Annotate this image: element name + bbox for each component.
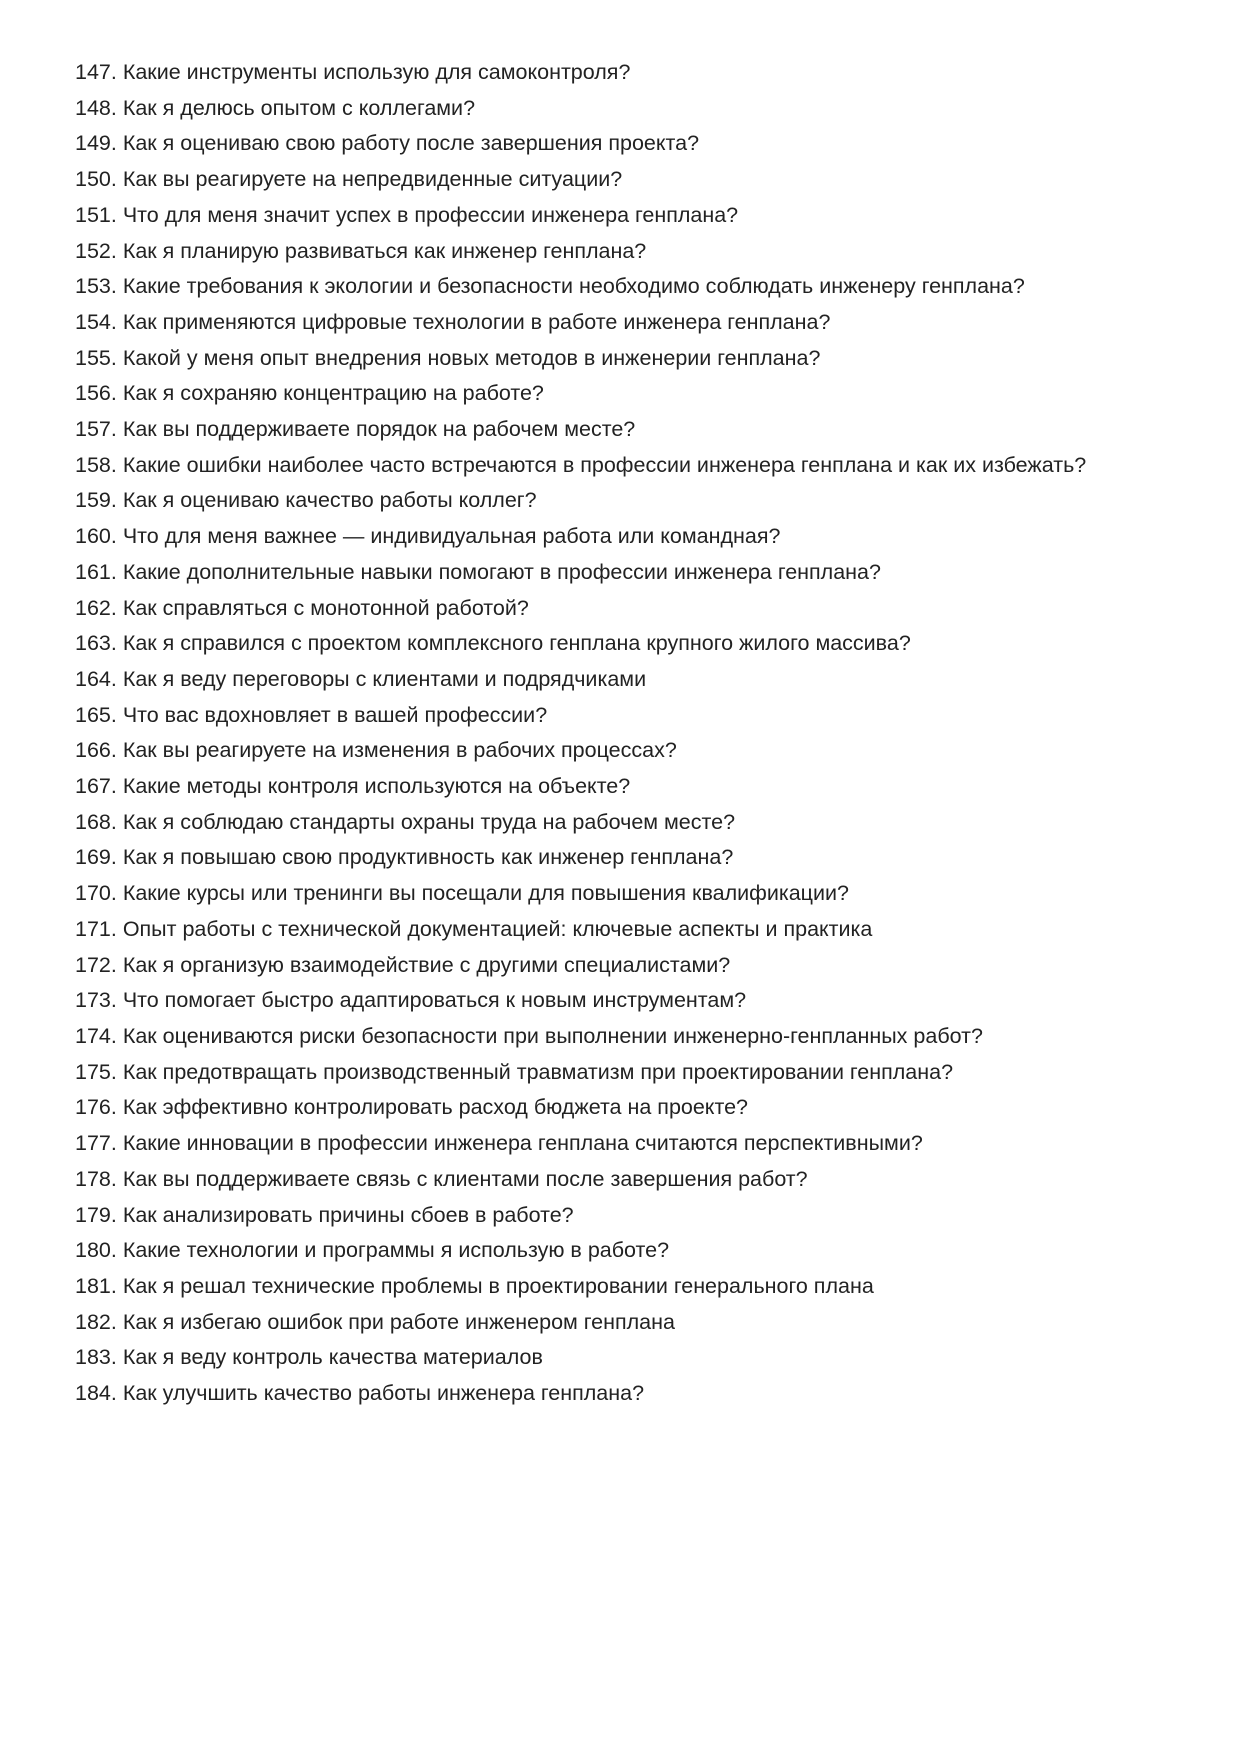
list-item: 170. Какие курсы или тренинги вы посещали для повышения квалификации?	[75, 881, 849, 906]
list-item: 181. Как я решал технические проблемы в проектировании генерального плана	[75, 1273, 874, 1298]
list-item: 175. Как предотвращать производственный травматизм при проектировании генплана?	[75, 1059, 954, 1084]
list-item: 164. Как я веду переговоры с клиентами и подрядчиками	[75, 666, 647, 691]
list-item: 172. Как я организую взаимодействие с другими специалистами?	[75, 952, 731, 977]
list-item: 177. Какие инновации в профессии инженера генплана считаются перспективными?	[75, 1131, 923, 1156]
list-item: 169. Как я повышаю свою продуктивность как инженер генплана?	[75, 845, 734, 870]
list-item: 159. Как я оцениваю качество работы коллег?	[75, 488, 537, 513]
list-item: 156. Как я сохраняю концентрацию на работе?	[75, 381, 544, 406]
list-item: 161. Какие дополнительные навыки помогают в профессии инженера генплана?	[75, 559, 881, 584]
list-item: 148. Как я делюсь опытом с коллегами?	[75, 95, 476, 120]
list-item: 167. Какие методы контроля используются на объекте?	[75, 774, 631, 799]
list-item: 168. Как я соблюдаю стандарты охраны труда на рабочем месте?	[75, 809, 736, 834]
list-item: 149. Как я оцениваю свою работу после завершения проекта?	[75, 131, 700, 156]
question-list	[75, 55, 1165, 1412]
list-item: 180. Какие технологии и программы я использую в работе?	[75, 1238, 670, 1263]
list-item: 179. Как анализировать причины сбоев в работе?	[75, 1202, 574, 1227]
list-item: 160. Что для меня важнее — индивидуальная работа или командная?	[75, 524, 781, 549]
list-item: 171. Опыт работы с технической документацией: ключевые аспекты и практика	[75, 916, 873, 941]
list-item: 182. Как я избегаю ошибок при работе инженером генплана	[75, 1309, 675, 1334]
list-item: 147. Какие инструменты использую для самоконтроля?	[75, 60, 631, 84]
list-item: 152. Как я планирую развиваться как инженер генплана?	[75, 238, 647, 263]
list-item: 163. Как я справился с проектом комплексного генплана крупного жилого массива?	[75, 631, 911, 656]
list-item: 173. Что помогает быстро адаптироваться к новым инструментам?	[75, 988, 747, 1013]
list-item: 165. Что вас вдохновляет в вашей профессии?	[75, 702, 548, 727]
list-item: 174. Как оцениваются риски безопасности при выполнении инженерно-генпланных работ?	[75, 1023, 983, 1048]
list-item: 150. Как вы реагируете на непредвиденные ситуации?	[75, 167, 623, 192]
list-item: 153. Какие требования к экологии и безопасности необходимо соблюдать инженеру генплана?	[75, 274, 1025, 299]
list-item: 162. Как справляться с монотонной работой?	[75, 595, 529, 620]
list-item: 166. Как вы реагируете на изменения в рабочих процессах?	[75, 738, 677, 763]
list-item: 178. Как вы поддерживаете связь с клиентами после завершения работ?	[75, 1166, 808, 1191]
list-item: 158. Какие ошибки наиболее часто встречаются в профессии инженера генплана и как их избежать?	[75, 452, 1087, 477]
list-item: 176. Как эффективно контролировать расход бюджета на проекте?	[75, 1095, 748, 1120]
list-item: 155. Какой у меня опыт внедрения новых методов в инженерии генплана?	[75, 345, 821, 370]
list-item: 157. Как вы поддерживаете порядок на рабочем месте?	[75, 417, 636, 442]
list-item: 154. Как применяются цифровые технологии в работе инженера генплана?	[75, 309, 831, 334]
list-item: 151. Что для меня значит успех в профессии инженера генплана?	[75, 202, 739, 227]
list-item: 183. Как я веду контроль качества материалов	[75, 1345, 543, 1370]
list-item: 184. Как улучшить качество работы инженера генплана?	[75, 1381, 645, 1406]
